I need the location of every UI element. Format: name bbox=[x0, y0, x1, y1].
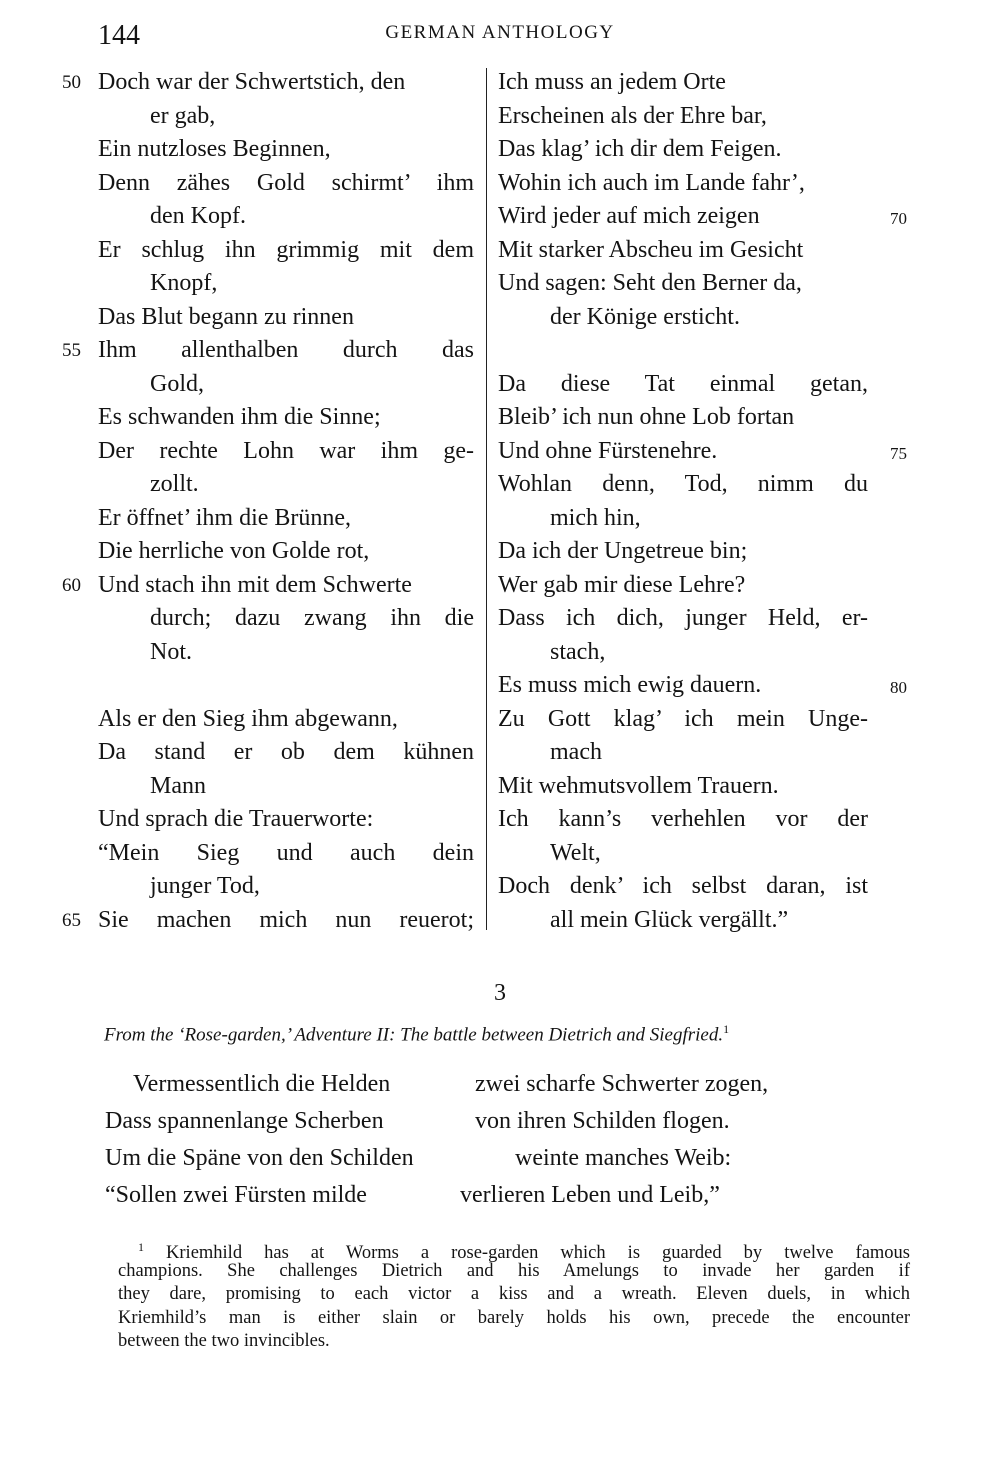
verse-text: zollt. bbox=[150, 471, 199, 497]
verse-line bbox=[98, 870, 474, 904]
verse-line bbox=[498, 703, 868, 737]
verse-text: Wohlan denn, Tod, nimm du bbox=[498, 471, 868, 497]
verse-text: all mein Glück vergällt.” bbox=[550, 906, 789, 933]
verse-text: durch; dazu zwang ihn die bbox=[150, 605, 474, 631]
line-number: 55 bbox=[62, 340, 81, 361]
verse-line bbox=[98, 234, 474, 268]
stanza-line bbox=[105, 1140, 845, 1177]
verse-text: Ich kann’s verhehlen vor der bbox=[498, 806, 868, 832]
verse-text: Doch denk’ ich selbst daran, ist bbox=[498, 873, 868, 899]
verse-text: Da ich der Ungetreue bin; bbox=[498, 538, 748, 564]
verse-line bbox=[498, 368, 868, 402]
verse-line bbox=[98, 636, 474, 670]
verse-line bbox=[98, 803, 474, 837]
running-title: GERMAN ANTHOLOGY bbox=[385, 22, 615, 43]
verse-text: Wer gab mir diese Lehre? bbox=[498, 571, 746, 598]
half-line-b: weinte manches Weib: bbox=[515, 1145, 732, 1171]
stanza-line bbox=[105, 1066, 845, 1103]
verse-text: Erscheinen als der Ehre bar, bbox=[498, 102, 767, 129]
verse-text: Als er den Sieg ihm abgewann, bbox=[98, 705, 398, 732]
verse-line bbox=[498, 66, 868, 100]
verse-line bbox=[98, 401, 474, 435]
line-number: 65 bbox=[62, 909, 81, 931]
verse-text: Das klag’ ich dir dem Feigen. bbox=[498, 136, 782, 162]
verse-line bbox=[498, 736, 868, 770]
column-divider bbox=[486, 68, 487, 930]
verse-line bbox=[498, 837, 868, 871]
verse-text: Dass ich dich, junger Held, er- bbox=[498, 605, 868, 631]
verse-text: Und ohne Fürstenehre. bbox=[498, 437, 718, 464]
stanza-line bbox=[105, 1177, 845, 1214]
verse-text: Wohin ich auch im Lande fahr’, bbox=[498, 169, 805, 196]
verse-line bbox=[98, 837, 474, 871]
half-line-a: Um die Späne von den Schilden bbox=[105, 1145, 414, 1171]
verse-text: Da stand er ob dem kühnen bbox=[98, 739, 474, 765]
stanza-break bbox=[498, 334, 868, 368]
verse-line bbox=[62, 66, 474, 100]
verse-line bbox=[498, 100, 868, 134]
verse-text: Doch war der Schwertstich, den bbox=[98, 69, 406, 95]
verse-line bbox=[498, 569, 868, 603]
verse-line bbox=[498, 267, 868, 301]
verse-line bbox=[98, 703, 474, 737]
verse-text: Es muss mich ewig dauern. bbox=[498, 672, 762, 698]
footnote-reference: 1 bbox=[723, 1022, 730, 1036]
verse-line bbox=[98, 770, 474, 804]
verse-text: Denn zähes Gold schirmt’ ihm bbox=[98, 169, 474, 196]
verse-line bbox=[62, 569, 474, 603]
verse-text: Die herrliche von Golde rot, bbox=[98, 538, 370, 564]
verse-line bbox=[98, 602, 474, 636]
verse-line bbox=[498, 770, 868, 804]
half-line-a: “Sollen zwei Fürsten milde bbox=[105, 1182, 367, 1208]
verse-line bbox=[498, 904, 868, 938]
rose-garden-stanza bbox=[105, 1066, 845, 1214]
verse-line bbox=[98, 200, 474, 234]
verse-line bbox=[62, 904, 474, 938]
footnote bbox=[118, 1236, 910, 1354]
verse-line bbox=[98, 468, 474, 502]
verse-text: mich hin, bbox=[550, 504, 641, 531]
verse-text: junger Tod, bbox=[150, 873, 260, 899]
verse-text: “Mein Sieg und auch dein bbox=[98, 839, 474, 866]
half-line-b: von ihren Schilden flogen. bbox=[475, 1108, 730, 1134]
footnote-line bbox=[118, 1236, 910, 1264]
stanza-break bbox=[98, 669, 474, 703]
verse-text: Da diese Tat einmal getan, bbox=[498, 370, 868, 397]
verse-text: Das Blut begann zu rinnen bbox=[98, 303, 354, 330]
footnote-text: they dare, promising to each victor a kiss and a wreath. Eleven duels, in which bbox=[118, 1284, 910, 1304]
verse-line bbox=[498, 200, 907, 234]
verse-line bbox=[98, 167, 474, 201]
verse-line bbox=[498, 535, 868, 569]
verse-line bbox=[498, 401, 868, 435]
verse-text: Und stach ihn mit dem Schwerte bbox=[98, 571, 412, 598]
verse-text: Und sprach die Trauerworte: bbox=[98, 806, 374, 832]
verse-text: den Kopf. bbox=[150, 203, 246, 229]
page-number: 144 bbox=[98, 20, 140, 51]
verse-text: Ich muss an jedem Orte bbox=[498, 69, 726, 95]
line-number: 75 bbox=[890, 443, 907, 463]
verse-line bbox=[498, 803, 868, 837]
verse-text: Knopf, bbox=[150, 270, 218, 296]
verse-line bbox=[498, 167, 868, 201]
footnote-line bbox=[118, 1283, 910, 1307]
verse-line bbox=[98, 267, 474, 301]
verse-text: Der rechte Lohn war ihm ge- bbox=[98, 437, 474, 464]
verse-line bbox=[498, 133, 868, 167]
line-number: 70 bbox=[890, 209, 907, 228]
verse-text: Welt, bbox=[550, 839, 601, 866]
verse-line bbox=[98, 100, 474, 134]
footnote-line bbox=[118, 1307, 910, 1331]
verse-line bbox=[498, 870, 868, 904]
subtitle-text: From the ‘Rose-garden,’ Adventure II: The battle between Dietrich and Siegfried. bbox=[104, 1024, 724, 1046]
verse-text: Ein nutzloses Beginnen, bbox=[98, 136, 331, 162]
verse-line bbox=[498, 502, 868, 536]
verse-text: Er öffnet’ ihm die Brünne, bbox=[98, 504, 352, 531]
verse-text: Bleib’ ich nun ohne Lob fortan bbox=[498, 404, 795, 430]
verse-line bbox=[98, 368, 474, 402]
half-line-b: verlieren Leben und Leib,” bbox=[460, 1182, 720, 1208]
verse-line bbox=[498, 602, 868, 636]
verse-text: Es schwanden ihm die Sinne; bbox=[98, 404, 381, 430]
verse-text: Er schlug ihn grimmig mit dem bbox=[98, 236, 474, 263]
verse-line bbox=[498, 435, 907, 469]
verse-line bbox=[98, 435, 474, 469]
footnote-line bbox=[118, 1260, 910, 1284]
verse-line bbox=[498, 636, 868, 670]
footnote-line bbox=[118, 1330, 910, 1354]
verse-text: Ihm allenthalben durch das bbox=[98, 337, 474, 363]
verse-text: Zu Gott klag’ ich mein Unge- bbox=[498, 705, 868, 732]
half-line-a: Vermessentlich die Helden bbox=[133, 1071, 391, 1097]
line-number: 60 bbox=[62, 574, 81, 596]
verse-text: der Könige ersticht. bbox=[550, 303, 740, 330]
footnote-text: Kriemhild has at Worms a rose-garden which is guarded by twelve famous bbox=[166, 1243, 910, 1264]
verse-text: Und sagen: Seht den Berner da, bbox=[498, 270, 802, 296]
stanza-line bbox=[105, 1103, 845, 1140]
verse-text: stach, bbox=[550, 638, 606, 665]
half-line-a: Dass spannenlange Scherben bbox=[105, 1108, 384, 1134]
verse-line bbox=[498, 234, 868, 268]
verse-text: Wird jeder auf mich zeigen bbox=[498, 203, 760, 229]
verse-line bbox=[62, 334, 474, 368]
footnote-text: between the two invincibles. bbox=[118, 1331, 330, 1351]
verse-text: Not. bbox=[150, 638, 192, 665]
verse-line bbox=[98, 535, 474, 569]
verse-text: Gold, bbox=[150, 370, 204, 397]
verse-line bbox=[498, 301, 868, 335]
poem-right-column bbox=[498, 66, 907, 937]
line-number: 50 bbox=[62, 72, 81, 93]
verse-line bbox=[98, 736, 474, 770]
half-line-b: zwei scharfe Schwerter zogen, bbox=[475, 1071, 769, 1097]
verse-line bbox=[98, 301, 474, 335]
verse-line bbox=[98, 133, 474, 167]
footnote-text: champions. She challenges Dietrich and his Amelungs to invade her garden if bbox=[118, 1260, 910, 1281]
verse-text: Mann bbox=[150, 772, 206, 799]
section-number: 3 bbox=[494, 980, 506, 1006]
section-subtitle bbox=[104, 1022, 924, 1046]
line-number: 80 bbox=[890, 678, 907, 697]
verse-text: Sie machen mich nun reuerot; bbox=[98, 906, 474, 933]
footnote-mark: 1 bbox=[138, 1240, 144, 1254]
verse-text: er gab, bbox=[150, 102, 216, 129]
poem-left-column bbox=[62, 66, 474, 937]
verse-text: Mit starker Abscheu im Gesicht bbox=[498, 236, 804, 263]
verse-line bbox=[98, 502, 474, 536]
verse-line bbox=[498, 669, 907, 703]
verse-line bbox=[498, 468, 868, 502]
verse-text: mach bbox=[550, 739, 602, 765]
footnote-text: Kriemhild’s man is either slain or barely holds his own, precede the encounter bbox=[118, 1307, 910, 1328]
verse-text: Mit wehmutsvollem Trauern. bbox=[498, 772, 779, 799]
